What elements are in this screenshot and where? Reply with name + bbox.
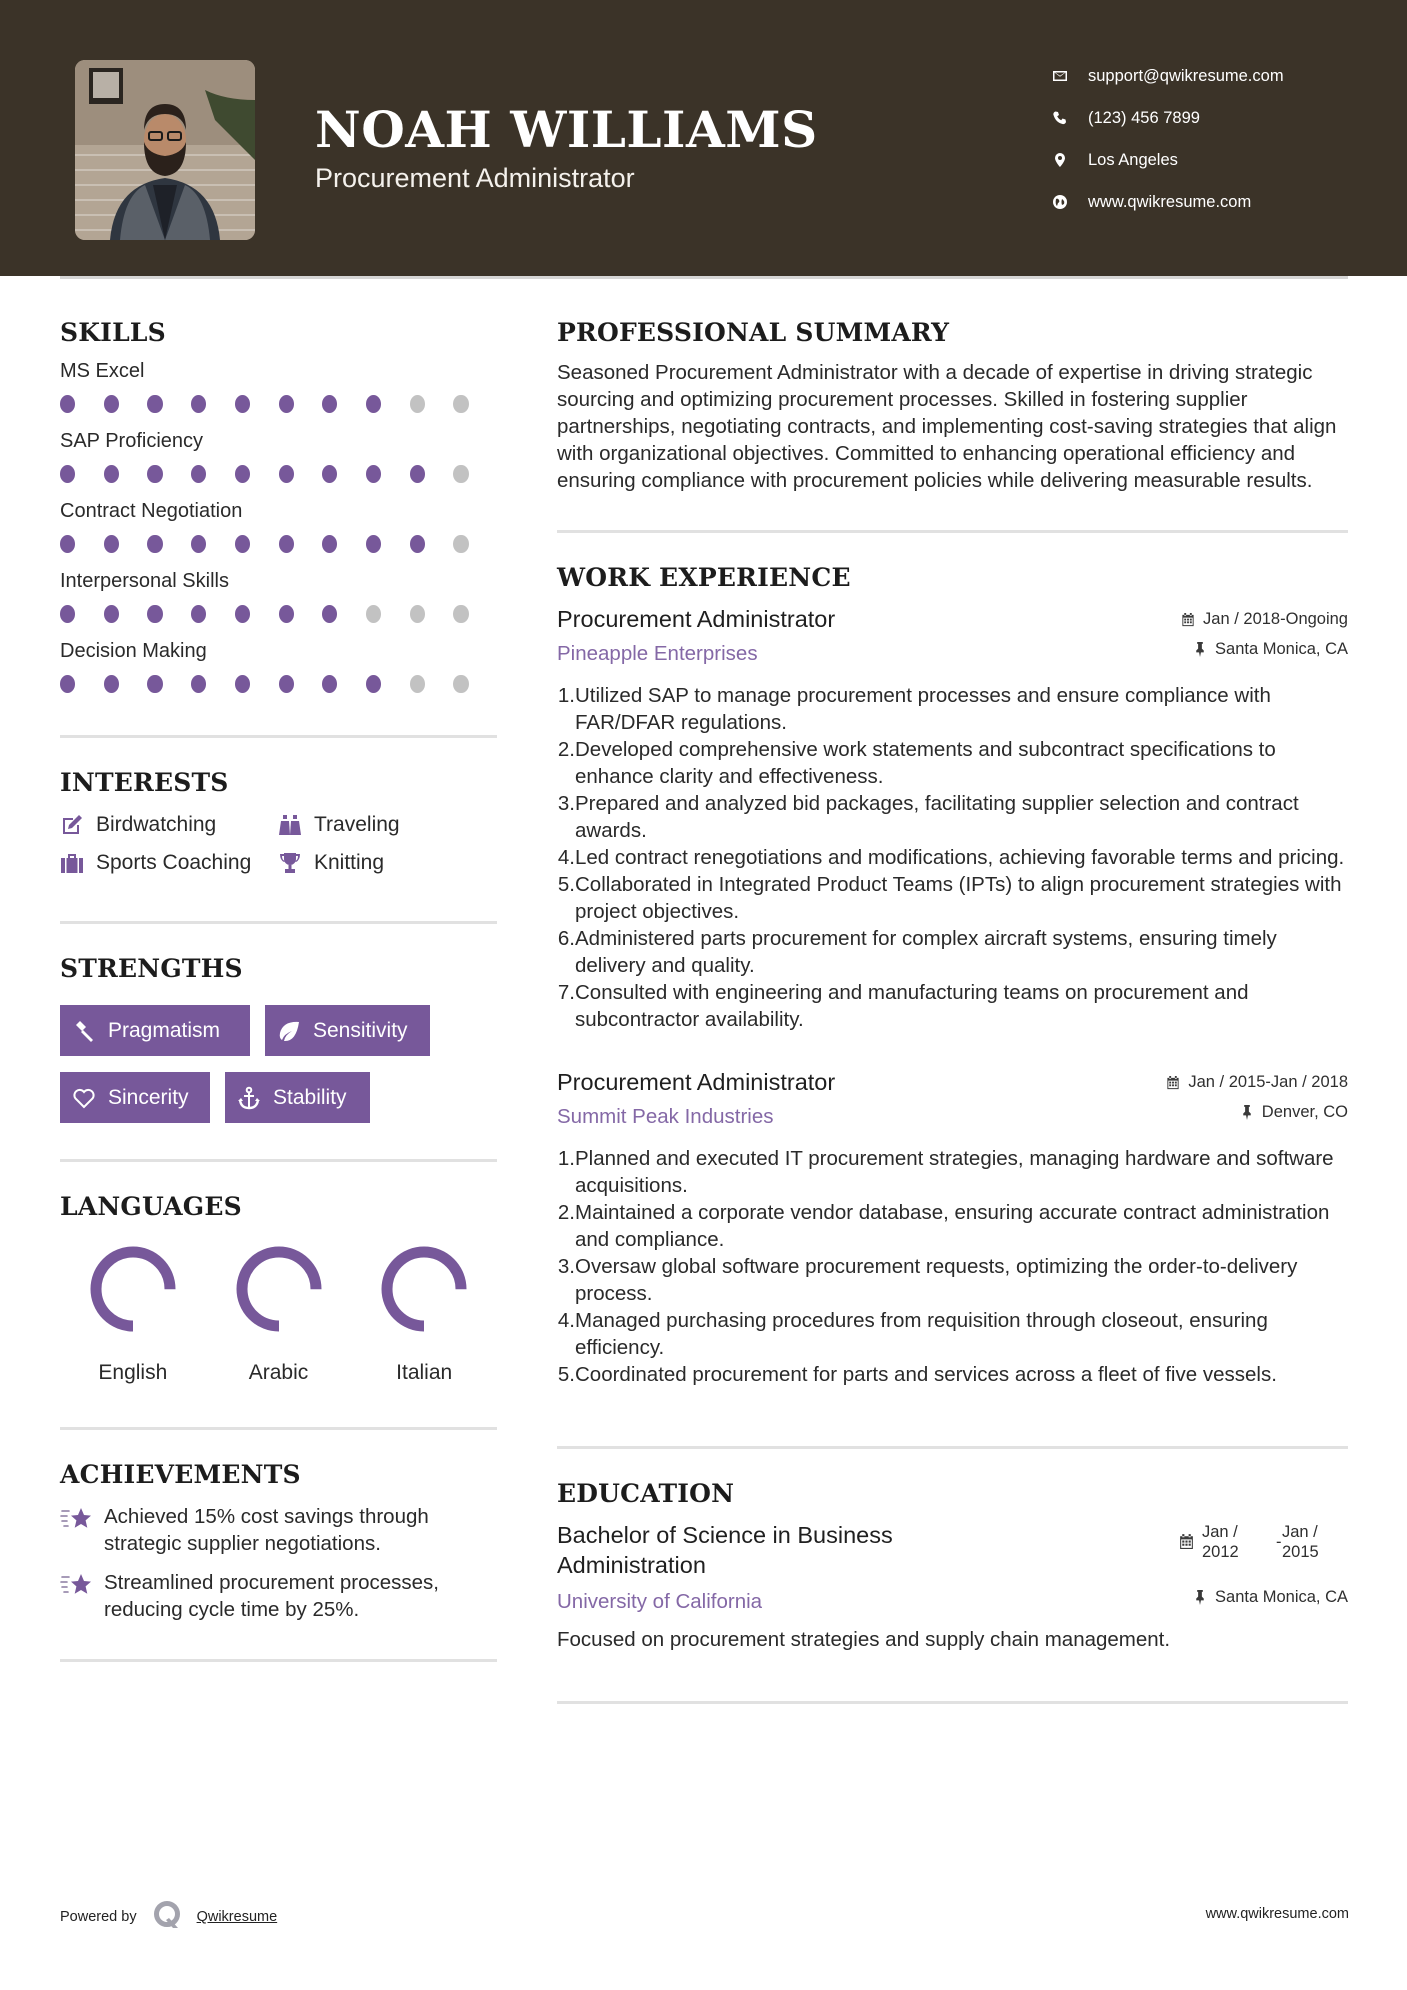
skill-name: MS Excel: [60, 360, 145, 382]
rating-dot-empty: [453, 465, 468, 483]
profile-photo: [75, 60, 255, 240]
job-location: Denver, CO: [1240, 1103, 1348, 1122]
education-school: University of California: [557, 1590, 763, 1613]
section-divider: [60, 1659, 497, 1662]
footer-website[interactable]: www.qwikresume.com: [1205, 1906, 1349, 1922]
language-name: Italian: [396, 1361, 453, 1384]
rating-dot-filled: [191, 675, 206, 693]
pushpin-icon: [1193, 642, 1207, 657]
achievement-item: [60, 1503, 497, 1557]
rating-dot-filled: [60, 675, 75, 693]
skill-name: Decision Making: [60, 640, 207, 662]
date-separator: -: [1276, 1533, 1282, 1551]
rating-dot-filled: [366, 395, 381, 413]
bullet-number: 2.: [557, 738, 575, 761]
language-progress-ring: [87, 1243, 179, 1335]
rating-dot-empty: [410, 605, 425, 623]
skill-rating: [60, 465, 497, 485]
rating-dot-filled: [279, 605, 294, 623]
education-start: Jan / 2012: [1202, 1523, 1239, 1561]
language-name: English: [98, 1361, 168, 1384]
skills-heading: SKILLS: [60, 318, 166, 347]
education-location: Santa Monica, CA: [1193, 1588, 1348, 1607]
rating-dot-filled: [322, 465, 337, 483]
achievements-list: [60, 1503, 497, 1623]
rating-dot-filled: [104, 535, 119, 553]
summary-heading: PROFESSIONAL SUMMARY: [557, 318, 950, 347]
achievement-text: Achieved 15% cost savings through strategic supplier negotiations.: [104, 1505, 429, 1555]
section-divider: [557, 530, 1348, 533]
bullet-text: Managed purchasing procedures from requisition through closeout, ensuring efficiency.: [575, 1309, 1268, 1359]
contact-phone-text: (123) 456 7899: [1088, 108, 1200, 127]
achievement-item: [60, 1569, 497, 1623]
bullet-number: 2.: [557, 1201, 575, 1224]
strength-label: Pragmatism: [108, 1018, 221, 1042]
rating-dot-filled: [322, 535, 337, 553]
jobs-list: [557, 604, 1348, 1388]
contact-location: [1050, 139, 1380, 181]
skill-rating: [60, 535, 497, 555]
job-bullet: [557, 925, 1348, 979]
contact-email[interactable]: [1050, 55, 1380, 97]
bullet-text: Oversaw global software procurement requests, optimizing the order-to-delivery process.: [575, 1255, 1298, 1305]
section-divider: [60, 735, 497, 738]
bullet-text: Maintained a corporate vendor database, ensuring accurate contract administration and compliance.: [575, 1201, 1330, 1251]
gavel-icon: [72, 1019, 108, 1043]
strength-label: Sincerity: [108, 1085, 189, 1109]
rating-dot-filled: [147, 395, 162, 413]
education-description: Focused on procurement strategies and supply chain management.: [557, 1628, 1171, 1651]
calendar-icon: [1179, 1533, 1194, 1550]
skill-name: Interpersonal Skills: [60, 570, 229, 592]
rating-dot-filled: [366, 465, 381, 483]
section-divider: [60, 1427, 497, 1430]
bullet-number: 1.: [557, 1147, 575, 1170]
achievement-text: Streamlined procurement processes, reducing cycle time by 25%.: [104, 1571, 439, 1621]
job-bullets: [557, 682, 1348, 1033]
job-entry: [557, 1067, 1348, 1388]
job-company: Summit Peak Industries: [557, 1105, 774, 1128]
contact-website-text: www.qwikresume.com: [1088, 192, 1252, 211]
interests-list: [60, 813, 497, 875]
rating-dot-filled: [410, 465, 425, 483]
rating-dot-filled: [60, 535, 75, 553]
bullet-number: 5.: [557, 1363, 575, 1386]
section-divider: [60, 921, 497, 924]
bullet-number: 5.: [557, 873, 575, 896]
languages-section: [60, 1192, 497, 1385]
job-header: [557, 604, 1348, 634]
shooting-star-icon: [60, 1503, 104, 1557]
rating-dot-filled: [410, 535, 425, 553]
bullet-text: Led contract renegotiations and modifications, achieving favorable terms and pricing.: [575, 846, 1345, 869]
strengths-section: [60, 954, 497, 1123]
rating-dot-empty: [453, 605, 468, 623]
rating-dot-filled: [279, 465, 294, 483]
bullet-text: Consulted with engineering and manufacturing teams on procurement and subcontractor availability.: [575, 981, 1249, 1031]
rating-dot-filled: [235, 535, 250, 553]
job-header: [557, 1067, 1348, 1097]
job-dates: Jan / 2018-Ongoing: [1181, 610, 1348, 629]
rating-dot-filled: [235, 465, 250, 483]
interest-label: Traveling: [314, 813, 400, 836]
job-bullet: [557, 790, 1348, 844]
job-bullet: [557, 1199, 1348, 1253]
binoculars-icon: [278, 813, 314, 837]
rating-dot-filled: [60, 605, 75, 623]
rating-dot-empty: [410, 395, 425, 413]
bullet-text: Collaborated in Integrated Product Teams (IPTs) to align procurement strategies with project objectives.: [575, 873, 1342, 923]
job-bullets: [557, 1145, 1348, 1388]
job-bullet: [557, 682, 1348, 736]
interest-item: [278, 851, 478, 875]
rating-dot-filled: [279, 675, 294, 693]
job-role: Procurement Administrator: [557, 1069, 836, 1095]
bullet-number: 6.: [557, 927, 575, 950]
languages-heading: LANGUAGES: [60, 1192, 242, 1221]
education-section: [557, 1479, 1348, 1653]
rating-dot-filled: [235, 605, 250, 623]
interests-heading: INTERESTS: [60, 768, 229, 797]
rating-dot-filled: [60, 465, 75, 483]
bullet-text: Prepared and analyzed bid packages, facilitating supplier selection and contract awards.: [575, 792, 1299, 842]
resume-header: [0, 0, 1407, 276]
bullet-text: Utilized SAP to manage procurement processes and ensure compliance with FAR/DFAR regulations.: [575, 684, 1271, 734]
rating-dot-filled: [235, 675, 250, 693]
bullet-number: 3.: [557, 1255, 575, 1278]
bullet-number: 7.: [557, 981, 575, 1004]
rating-dot-filled: [104, 465, 119, 483]
education-dates: [1179, 1522, 1348, 1562]
education-header: [557, 1520, 1348, 1580]
rating-dot-filled: [279, 535, 294, 553]
contact-email-text: support@qwikresume.com: [1088, 66, 1284, 85]
skill-rating: [60, 675, 497, 695]
interest-item: [278, 813, 478, 837]
interest-label: Knitting: [314, 851, 385, 874]
job-bullet: [557, 844, 1348, 871]
strength-label: Stability: [273, 1085, 347, 1109]
strengths-list: [60, 1005, 480, 1123]
calendar-icon: [1181, 612, 1195, 627]
bullet-number: 4.: [557, 846, 575, 869]
job-bullet: [557, 1253, 1348, 1307]
job-bullet: [557, 979, 1348, 1033]
pushpin-icon: [1240, 1105, 1254, 1120]
rating-dot-filled: [191, 605, 206, 623]
rating-dot-filled: [322, 605, 337, 623]
skills-list: [60, 359, 497, 695]
strength-badge: [60, 1005, 250, 1056]
candidate-name: NOAH WILLIAMS: [315, 100, 818, 159]
section-divider: [557, 1446, 1348, 1449]
language-item: [60, 1243, 206, 1385]
rating-dot-filled: [147, 605, 162, 623]
heart-icon: [72, 1086, 108, 1110]
contact-website[interactable]: [1050, 181, 1380, 223]
bullet-text: Coordinated procurement for parts and services across a fleet of five vessels.: [575, 1363, 1277, 1386]
rating-dot-filled: [366, 535, 381, 553]
skills-section: [60, 318, 497, 695]
job-location: Santa Monica, CA: [1193, 640, 1348, 659]
rating-dot-filled: [235, 395, 250, 413]
language-progress-ring: [233, 1243, 325, 1335]
skill-rating: [60, 605, 497, 625]
footer-powered-by: [60, 1900, 277, 1934]
globe-icon: [1050, 194, 1088, 210]
anchor-icon: [237, 1086, 273, 1110]
rating-dot-empty: [366, 605, 381, 623]
bullet-text: Administered parts procurement for complex aircraft systems, ensuring timely delivery and quality.: [575, 927, 1277, 977]
job-company: Pineapple Enterprises: [557, 642, 758, 665]
interest-item: [60, 851, 278, 875]
trophy-icon: [278, 851, 314, 875]
experience-heading: WORK EXPERIENCE: [557, 563, 851, 592]
contact-location-text: Los Angeles: [1088, 150, 1178, 169]
summary-text: Seasoned Procurement Administrator with a decade of expertise in driving strategic sourcing and optimizing procurement processes. Skilled in fostering supplier partnerships, negotiating contracts, and implementing cost-saving strategies that align with organizational objectives. Committed to enhancing operational efficiency and ensuring compliance with procurement policies while delivering measurable results.: [557, 361, 1337, 492]
job-bullet: [557, 871, 1348, 925]
education-degree: Bachelor of Science in Business Administration: [557, 1522, 893, 1578]
qwikresume-logo-icon: [153, 1900, 183, 1934]
rating-dot-filled: [191, 395, 206, 413]
rating-dot-filled: [191, 535, 206, 553]
shooting-star-icon: [60, 1569, 104, 1623]
rating-dot-filled: [191, 465, 206, 483]
bullet-number: 3.: [557, 792, 575, 815]
job-dates: Jan / 2015-Jan / 2018: [1166, 1073, 1348, 1092]
summary-section: [557, 318, 1348, 494]
interests-section: [60, 768, 497, 875]
education-end: Jan / 2015: [1282, 1523, 1319, 1561]
strengths-heading: STRENGTHS: [60, 954, 243, 983]
rating-dot-filled: [104, 675, 119, 693]
rating-dot-filled: [322, 395, 337, 413]
education-heading: EDUCATION: [557, 1479, 735, 1508]
experience-section: [557, 563, 1348, 1388]
rating-dot-empty: [453, 395, 468, 413]
rating-dot-empty: [410, 675, 425, 693]
strength-badge: [225, 1072, 370, 1123]
bullet-number: 4.: [557, 1309, 575, 1332]
skill-name: Contract Negotiation: [60, 500, 243, 522]
briefcase-icon: [60, 851, 96, 875]
achievements-section: [60, 1460, 497, 1623]
job-role: Procurement Administrator: [557, 606, 836, 632]
phone-icon: [1050, 110, 1088, 126]
language-progress-ring: [378, 1243, 470, 1335]
bullet-number: 1.: [557, 684, 575, 707]
calendar-icon: [1166, 1075, 1180, 1090]
skill-rating: [60, 395, 497, 415]
rating-dot-filled: [104, 395, 119, 413]
section-divider: [60, 1159, 497, 1162]
language-name: Arabic: [248, 1361, 309, 1384]
job-subheader: [557, 640, 1348, 668]
candidate-title: Procurement Administrator: [315, 163, 635, 193]
rating-dot-filled: [147, 675, 162, 693]
envelope-icon: [1050, 68, 1088, 84]
bullet-text: Developed comprehensive work statements and subcontract specifications to enhance clarity and effectiveness.: [575, 738, 1276, 788]
job-entry: [557, 604, 1348, 1033]
skill-name: SAP Proficiency: [60, 430, 204, 452]
rating-dot-filled: [60, 395, 75, 413]
rating-dot-filled: [147, 535, 162, 553]
leaf-icon: [277, 1019, 313, 1043]
strength-label: Sensitivity: [313, 1018, 408, 1042]
section-divider: [557, 1701, 1348, 1704]
right-column: [557, 318, 1348, 1704]
job-bullet: [557, 1361, 1348, 1388]
rating-dot-filled: [322, 675, 337, 693]
pushpin-icon: [1193, 1590, 1207, 1605]
edit-icon: [60, 813, 96, 837]
achievements-heading: ACHIEVEMENTS: [60, 1460, 301, 1489]
strength-badge: [265, 1005, 430, 1056]
map-marker-icon: [1050, 152, 1088, 168]
job-subheader: [557, 1103, 1348, 1131]
rating-dot-empty: [453, 675, 468, 693]
languages-list: [60, 1243, 497, 1385]
strength-badge: [60, 1072, 210, 1123]
rating-dot-empty: [453, 535, 468, 553]
header-divider: [60, 276, 1348, 279]
interest-label: Sports Coaching: [96, 851, 252, 874]
interest-item: [60, 813, 278, 837]
language-item: [351, 1243, 497, 1385]
language-item: [206, 1243, 352, 1385]
contact-list: [1050, 55, 1380, 223]
interest-label: Birdwatching: [96, 813, 217, 836]
left-column: [60, 318, 497, 1662]
contact-phone[interactable]: [1050, 97, 1380, 139]
job-bullet: [557, 1307, 1348, 1361]
bullet-text: Planned and executed IT procurement strategies, managing hardware and software acquisitions.: [575, 1147, 1334, 1197]
job-bullet: [557, 1145, 1348, 1199]
powered-by-label: Powered by: [60, 1909, 137, 1925]
rating-dot-filled: [104, 605, 119, 623]
rating-dot-filled: [279, 395, 294, 413]
rating-dot-filled: [147, 465, 162, 483]
rating-dot-filled: [366, 675, 381, 693]
job-bullet: [557, 736, 1348, 790]
education-subheader: [557, 1588, 1348, 1616]
qwikresume-link[interactable]: Qwikresume: [196, 1909, 278, 1925]
